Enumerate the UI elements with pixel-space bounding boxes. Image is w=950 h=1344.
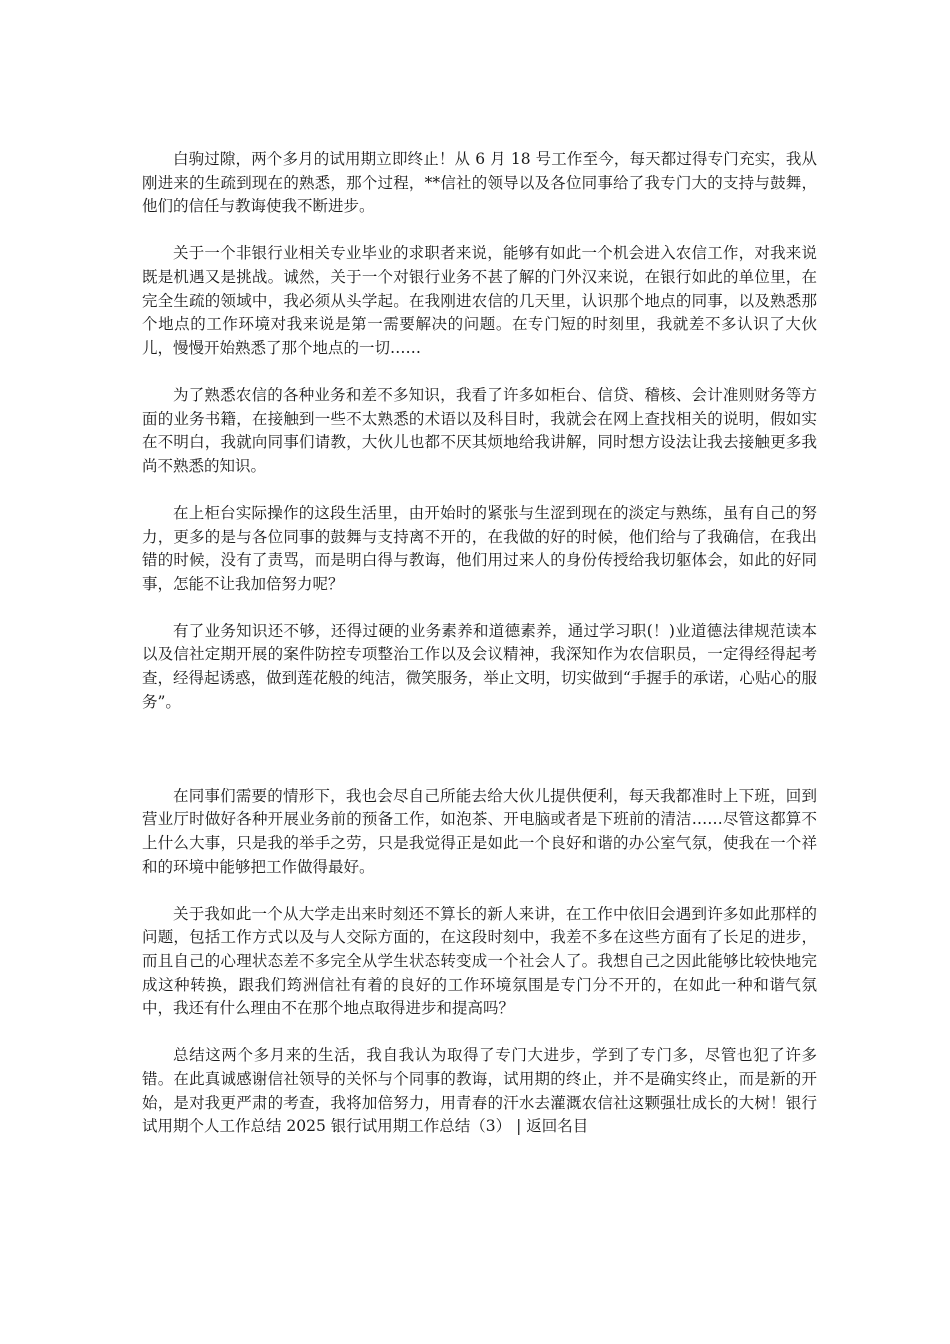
blank-spacer [142,738,817,785]
paragraph-3: 为了熟悉农信的各种业务和差不多知识，我看了许多如柜台、信贷、稽核、会计准则财务等方面的业务书籍，在接触到一些不太熟悉的术语以及科目时，我就会在网上查找相关的说明，假如实在不明白，我就向同事们请教，大伙儿也都不厌其烦地给我讲解，同时想方设法让我去接触更多我尚不熟悉的知识。 [142,385,817,475]
paragraph-2: 关于一个非银行业相关专业毕业的求职者来说，能够有如此一个机会进入农信工作，对我来说既是机遇又是挑战。诚然，关于一个对银行业务不甚了解的门外汉来说，在银行如此的单位里，在完全生疏的领域中，我必须从头学起。在我刚进农信的几天里，认识那个地点的同事，以及熟悉那个地点的工作环境对我来说是第一需要解决的问题。在专门短的时刻里，我就差不多认识了大伙儿，慢慢开始熟悉了那个地点的一切…… [142,244,817,357]
paragraph-1: 白驹过隙，两个多月的试用期立即终止！从 6 月 18 号工作至今，每天都过得专门充实，我从刚进来的生疏到现在的熟悉，那个过程，**信社的领导以及各位同事给了我专门大的支持与鼓舞，他们的信任与教诲使我不断进步。 [142,150,817,216]
paragraph-7: 关于我如此一个从大学走出来时刻还不算长的新人来讲，在工作中依旧会遇到许多如此那样的问题，包括工作方式以及与人交际方面的，在这段时刻中，我差不多在这些方面有了长足的进步，而且自己的心理状态差不多完全从学生状态转变成一个社会人了。我想自己之因此能够比较快地完成这种转换，跟我们筠洲信社有着的良好的工作环境氛围是专门分不开的，在如此一种和谐气氛中，我还有什么理由不在那个地点取得进步和提高吗？ [142,904,817,1018]
document-body [142,148,817,1139]
paragraph-6: 在同事们需要的情形下，我也会尽自己所能去给大伙儿提供便利，每天我都准时上下班，回到营业厅时做好各种开展业务前的预备工作，如泡茶、开电脑或者是下班前的清洁……尽管这都算不上什么大事，只是我的举手之劳，只是我觉得正是如此一个良好和谐的办公室气氛，使我在一个祥和的环境中能够把工作做得最好。 [142,786,817,876]
paragraph-8: 总结这两个多月来的生活，我自我认为取得了专门大进步，学到了专门多，尽管也犯了许多错。在此真诚感谢信社领导的关怀与个同事的教诲，试用期的终止，并不是确实终止，而是新的开始，是对我更严肃的考查，我将加倍努力，用青春的汗水去灌溉农信社这颗强壮成长的大树！银行试用期个人工作总结 2025 银行试用期工作总结（3） | 返回名目 [142,1046,817,1136]
paragraph-5: 有了业务知识还不够，还得过硬的业务素养和道德素养，通过学习职(！)业道德法律规范读本以及信社定期开展的案件防控专项整治工作以及会议精神，我深知作为农信职员，一定得经得起考查，经得起诱惑，做到莲花般的纯洁，微笑服务，举止文明，切实做到“手握手的承诺，心贴心的服务”。 [142,621,817,711]
paragraph-4: 在上柜台实际操作的这段生活里，由开始时的紧张与生涩到现在的淡定与熟练，虽有自己的努力，更多的是与各位同事的鼓舞与支持离不开的，在我做的好的时候，他们给与了我确信，在我出错的时候，没有了责骂，而是明白得与教诲，他们用过来人的身份传授给我切躯体会，如此的好同事，怎能不让我加倍努力呢？ [142,503,817,593]
